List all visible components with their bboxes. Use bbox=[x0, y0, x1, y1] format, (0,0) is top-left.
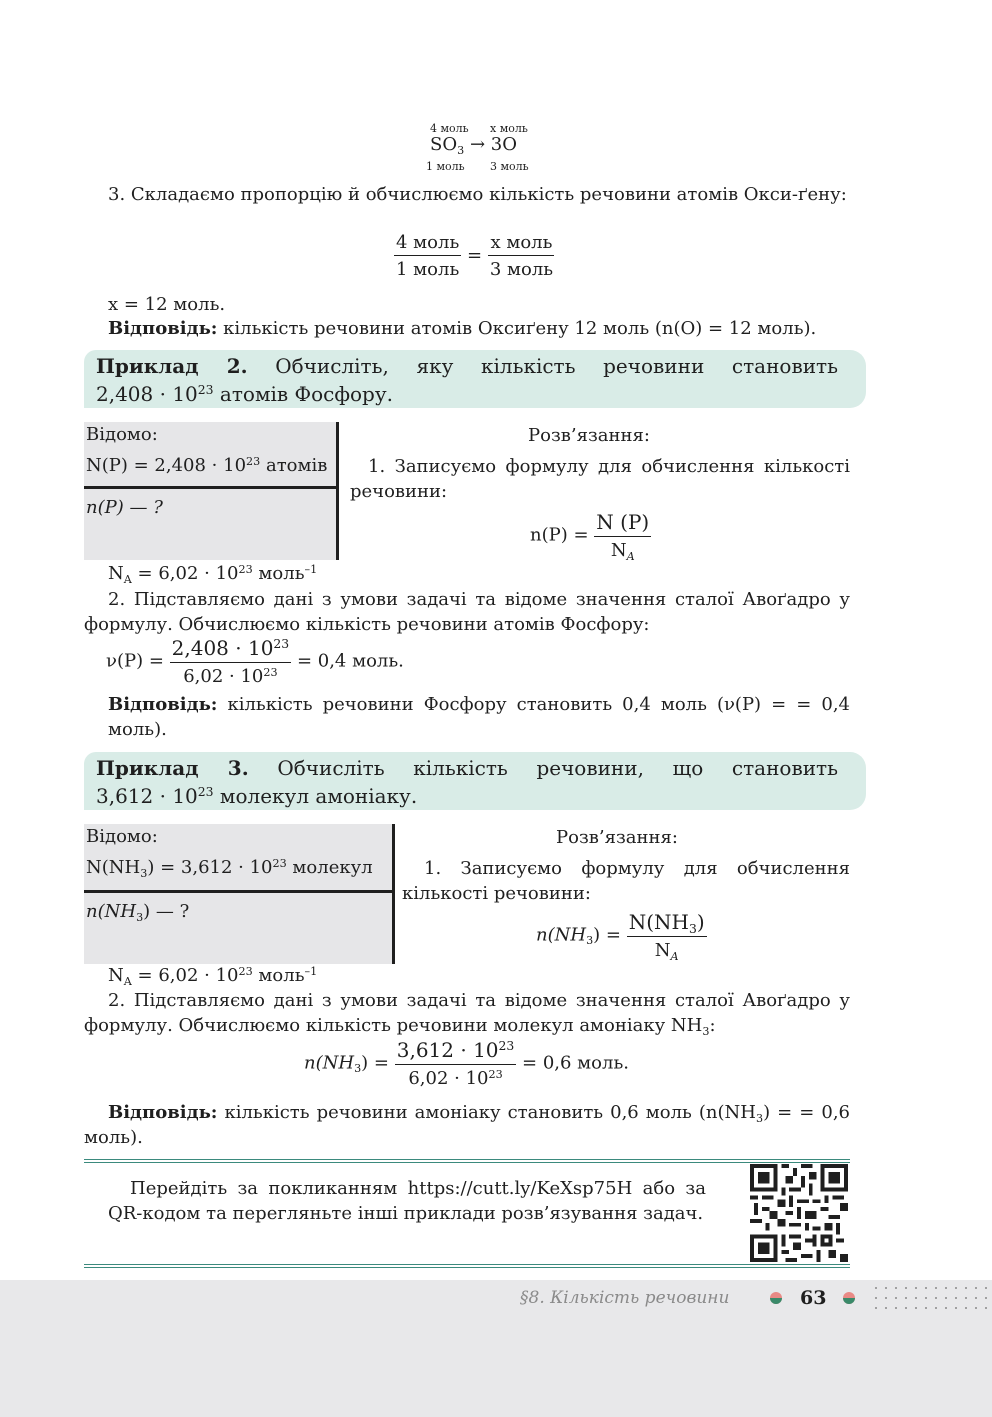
reaction-top-left: 4 моль bbox=[430, 122, 469, 135]
formula-lhs: n(P) = bbox=[530, 524, 589, 546]
calc-numerator-exponent: 23 bbox=[498, 1038, 515, 1054]
example-2-answer-label: Відповідь: bbox=[108, 694, 218, 715]
calc-lhs: n(NH bbox=[304, 1052, 355, 1074]
link-box-top-rule bbox=[84, 1159, 850, 1160]
calc-denominator-exponent: 23 bbox=[488, 1067, 503, 1081]
example-3-known-label: Відомо: bbox=[86, 826, 158, 847]
avogadro-unit-exponent: –1 bbox=[304, 964, 318, 978]
known-value-sub: 3 bbox=[140, 866, 148, 880]
reaction-bottom-right: 3 моль bbox=[490, 160, 529, 173]
known-value-exponent: 23 bbox=[272, 856, 287, 870]
answer-1-text: кількість речовини атомів Оксиґену 12 моль (n(O) = 12 моль). bbox=[217, 318, 817, 339]
calc-denominator-exponent: 23 bbox=[263, 665, 278, 679]
example-2-exponent: 23 bbox=[197, 382, 214, 398]
footer-dot-right-icon bbox=[843, 1292, 855, 1304]
reaction-top-right: x моль bbox=[490, 122, 528, 135]
calc-numerator: 2,408 · 10 bbox=[171, 636, 274, 660]
calc-lhs: ν(P) = bbox=[106, 650, 164, 672]
example-2-text: Обчисліть, яку кількість речовини становить bbox=[247, 354, 838, 378]
formula-numerator: N (P) bbox=[594, 510, 651, 537]
formula-left-sub: 3 bbox=[457, 143, 465, 157]
footer-dot-left-icon bbox=[770, 1292, 782, 1304]
example-2-step1: 1. Записуємо формулу для обчислення кількості речовини: bbox=[350, 456, 850, 502]
formula-right: 3O bbox=[490, 134, 517, 155]
find-rest: ) — ? bbox=[143, 901, 190, 922]
formula-numerator: N(NH bbox=[628, 910, 689, 934]
answer-1 bbox=[108, 316, 850, 341]
example-2-answer-text: кількість речовини Фосфору становить 0,4 моль (ν(P) = = 0,4 моль). bbox=[108, 694, 850, 740]
example-3-find bbox=[86, 900, 189, 924]
calc-denominator: 6,02 · 10 bbox=[408, 1068, 489, 1089]
reaction-bottom-left: 1 моль bbox=[426, 160, 465, 173]
link-box-bottom-rule-2 bbox=[84, 1267, 850, 1268]
reaction-arrow: → bbox=[469, 134, 486, 155]
formula-denominator-sub: A bbox=[670, 949, 679, 963]
proportion-fraction-2 bbox=[488, 232, 555, 280]
example-3-text: Обчисліть кількість речовини, що становить bbox=[248, 756, 838, 780]
example-2-vertical-divider bbox=[336, 422, 339, 560]
link-box-top-rule-2 bbox=[84, 1162, 850, 1163]
step2-text: 2. Підставляємо дані з умови задачі та відоме значення сталої Авоґадро у формулу. Обчислюємо кількість речовини молекул амоніаку NH bbox=[84, 990, 850, 1036]
example-2-header bbox=[84, 350, 850, 408]
formula-denominator-sub: A bbox=[626, 549, 635, 563]
avogadro-unit: моль bbox=[252, 563, 305, 584]
formula-numerator-sub: 3 bbox=[688, 921, 697, 937]
formula-fraction bbox=[627, 910, 707, 961]
calc-lhs-sub: 3 bbox=[354, 1062, 362, 1076]
known-divider bbox=[84, 486, 336, 489]
fraction-2-numerator: x моль bbox=[488, 232, 554, 256]
find-sub: 3 bbox=[136, 910, 144, 924]
example-3-avogadro bbox=[108, 964, 317, 988]
example-2-answer bbox=[108, 692, 850, 742]
example-3-solution-title: Розв’язання: bbox=[556, 827, 678, 848]
example-3-calculation bbox=[304, 1038, 629, 1089]
calc-result: = 0,6 моль. bbox=[522, 1052, 629, 1074]
formula-lhs: n(NH bbox=[536, 924, 587, 946]
calc-fraction bbox=[395, 1038, 517, 1089]
example-3-answer-text: кількість речовини амоніаку становить 0,6 моль (n(NH bbox=[217, 1102, 756, 1123]
fraction-2-denominator: 3 моль bbox=[489, 259, 554, 280]
avogadro-value: = 6,02 · 10 bbox=[131, 563, 239, 584]
example-3-step2 bbox=[84, 988, 850, 1038]
known-value-unit: атомів bbox=[260, 455, 328, 476]
step3-result: x = 12 моль. bbox=[108, 294, 226, 315]
fraction-1-denominator: 1 моль bbox=[396, 259, 460, 280]
avogadro-exponent: 23 bbox=[238, 964, 253, 978]
known-value-unit: молекул bbox=[286, 857, 373, 878]
qr-code-icon[interactable] bbox=[750, 1164, 848, 1262]
example-2-label: Приклад 2. bbox=[96, 354, 248, 378]
formula-denominator: N bbox=[654, 940, 671, 961]
example-3-vertical-divider bbox=[392, 824, 395, 964]
example-2-formula bbox=[530, 510, 651, 561]
known-value-formula: N(NH bbox=[86, 857, 141, 878]
avogadro-sub: A bbox=[123, 974, 132, 988]
example-2-line2-text: атомів Фосфору. bbox=[213, 382, 393, 406]
example-2-number: 2,408 · 10 bbox=[96, 382, 198, 406]
example-3-known-value bbox=[86, 856, 373, 880]
formula-fraction bbox=[594, 510, 651, 561]
step3-text: 3. Складаємо пропорцію й обчислюємо кількість речовини атомів Окси-ґену: bbox=[108, 184, 847, 205]
example-2-solution-title: Розв’язання: bbox=[528, 425, 650, 446]
avogadro-symbol: N bbox=[108, 965, 124, 986]
fraction-1-numerator: 4 моль bbox=[394, 232, 461, 256]
calc-lhs-rest: ) = bbox=[361, 1052, 389, 1074]
example-3-known-box bbox=[84, 824, 394, 964]
example-2-known-label: Відомо: bbox=[86, 424, 158, 445]
footer-dot-pattern-icon bbox=[874, 1286, 992, 1310]
example-3-number: 3,612 · 10 bbox=[96, 784, 198, 808]
reaction-formula bbox=[430, 134, 517, 155]
footer-section-title: §8. Кількість речовини bbox=[520, 1288, 730, 1308]
calc-fraction bbox=[170, 636, 292, 687]
known-value-exponent: 23 bbox=[246, 454, 261, 468]
calc-result: = 0,4 моль. bbox=[296, 650, 404, 672]
avogadro-symbol: N bbox=[108, 563, 124, 584]
example-3-label: Приклад 3. bbox=[96, 756, 249, 780]
example-3-answer-sub: 3 bbox=[755, 1111, 764, 1125]
avogadro-value: = 6,02 · 10 bbox=[131, 965, 239, 986]
example-3-formula bbox=[536, 910, 707, 961]
example-3-header bbox=[84, 752, 850, 810]
find-formula: n(NH bbox=[86, 901, 137, 922]
link-box-bottom-rule bbox=[84, 1264, 850, 1265]
example-3-line2-text: молекул амоніаку. bbox=[213, 784, 418, 808]
calc-numerator-exponent: 23 bbox=[273, 636, 290, 652]
formula-numerator-rest: ) bbox=[696, 910, 705, 934]
formula-left: SO bbox=[430, 134, 458, 155]
avogadro-unit-exponent: –1 bbox=[304, 562, 318, 576]
formula-lhs-rest: ) = bbox=[593, 924, 621, 946]
step2-sub: 3 bbox=[702, 1024, 710, 1038]
proportion-fraction-1 bbox=[394, 232, 461, 280]
example-2-known-box bbox=[84, 422, 336, 560]
proportion-equals: = bbox=[466, 245, 483, 266]
formula-denominator: N bbox=[610, 540, 627, 561]
example-3-step1: 1. Записуємо формулу для обчислення кількості речовини: bbox=[402, 858, 850, 904]
page-number: 63 bbox=[800, 1287, 827, 1309]
example-2-find: n(P) — ? bbox=[86, 497, 163, 518]
avogadro-exponent: 23 bbox=[238, 562, 253, 576]
example-3-exponent: 23 bbox=[197, 784, 214, 800]
calc-numerator: 3,612 · 10 bbox=[396, 1038, 499, 1062]
avogadro-unit: моль bbox=[252, 965, 305, 986]
example-2-avogadro bbox=[108, 562, 317, 586]
known-value-number: ) = 3,612 · 10 bbox=[147, 857, 273, 878]
example-3-answer-rest: ) = = 0,6 моль). bbox=[84, 1102, 850, 1148]
example-2-known-value bbox=[86, 454, 327, 478]
link-box-text[interactable]: Перейдіть за покликанням https://cutt.ly/KeXsp75H або за QR-кодом та перегляньте інші приклади розв’язування задач. bbox=[108, 1178, 706, 1224]
reaction-scheme bbox=[424, 122, 544, 174]
step2-colon: : bbox=[709, 1015, 716, 1036]
example-3-answer-label: Відповідь: bbox=[108, 1102, 218, 1123]
known-divider bbox=[84, 890, 394, 893]
example-2-step2: 2. Підставляємо дані з умови задачі та відоме значення сталої Авоґадро у формулу. Обчислюємо кількість речовини атомів Фосфору: bbox=[84, 589, 850, 635]
example-3-answer bbox=[84, 1100, 850, 1150]
known-value-main: N(P) = 2,408 · 10 bbox=[86, 455, 247, 476]
formula-lhs-sub: 3 bbox=[586, 934, 594, 948]
step3-proportion bbox=[394, 232, 555, 280]
calc-denominator: 6,02 · 10 bbox=[183, 666, 264, 687]
answer-1-label: Відповідь: bbox=[108, 318, 218, 339]
avogadro-sub: A bbox=[123, 572, 132, 586]
example-2-calculation bbox=[106, 636, 404, 687]
